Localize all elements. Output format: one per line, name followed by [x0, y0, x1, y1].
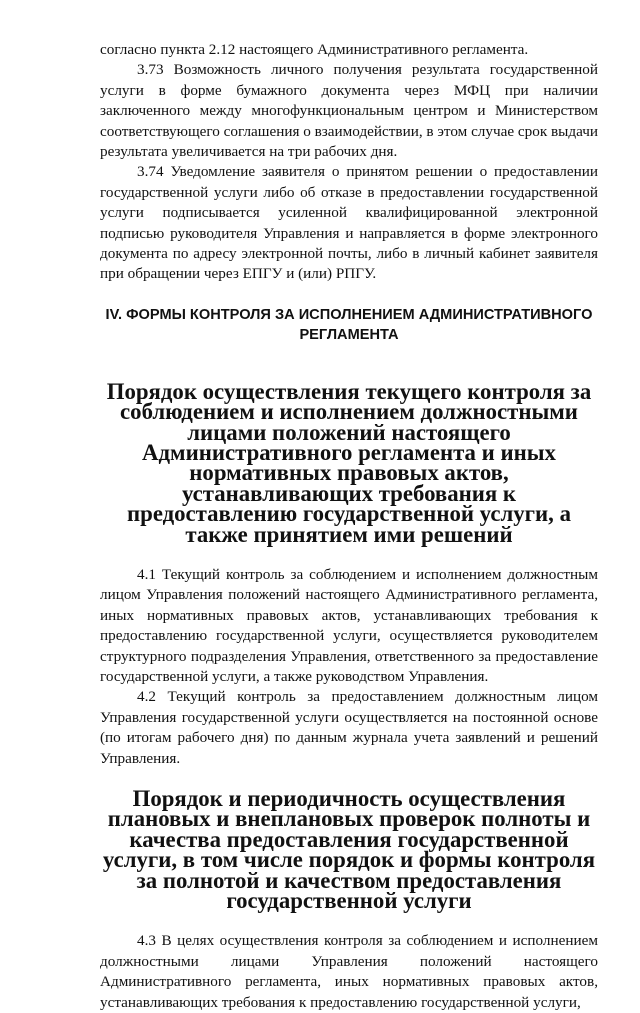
subheading-current-control: Порядок осуществления текущего контроля за соблюдением и исполнением должностными лицами положений настоящего Административного регламента и иных нормативных правовых актов, устанавливающих требования к предоставлению государственной услуги, а также принятием ими решений [106, 378, 592, 547]
section-heading: IV. ФОРМЫ КОНТРОЛЯ ЗА ИСПОЛНЕНИЕМ АДМИНИСТРАТИВНОГО РЕГЛАМЕНТА [105, 306, 593, 344]
paragraph-3-74: 3.74 Уведомление заявителя о принятом решении о предоставлении государственной услуги либо об отказе в предоставлении государственной услуги подписывается усиленной квалифицированной электронной подписью руководителя Управления и направляется в форме электронного документа по адресу электронной почты, либо в личный кабинет заявителя при обращении через ЕПГУ и (или) РПГУ. [100, 163, 598, 283]
paragraph-4-1: 4.1 Текущий контроль за соблюдением и исполнением должностным лицом Управления положений настоящего Административного регламента, иных нормативных правовых актов, устанавливающих требования к предоставлению государственной услуги, осуществляется руководителем структурного подразделения Управления, ответственного за предоставление государственной услуги, а также руководством Управления. [100, 565, 598, 685]
paragraph-3-73: 3.73 Возможность личного получения результата государственной услуги в форме бумажного документа через МФЦ при наличии заключенного между многофункциональным центром и Министерством соответствующего соглашения о взаимодействии, в этом случае срок выдачи результата увеличивается на три рабочих дня. [100, 61, 599, 161]
subheading-inspections: Порядок и периодичность осуществления плановых и внеплановых проверок полноты и качества предоставления государственной услуги, в том числе порядок и формы контроля за полнотой и качеством предоставления государственной услуги [102, 786, 596, 914]
paragraph: согласно пункта 2.12 настоящего Административного регламента. [100, 41, 529, 58]
paragraph-4-3: 4.3 В целях осуществления контроля за соблюдением и исполнением должностными лицами Управления положений настоящего Административного регламента, иных нормативных правовых актов, устанавливающих требования к предоставлению государственной услуги, [100, 932, 598, 1011]
paragraph-4-2: 4.2 Текущий контроль за предоставлением должностным лицом Управления государственной услуги осуществляется на постоянной основе (по итогам рабочего дня) по данным журнала учета заявлений и решений Управления. [100, 688, 598, 767]
